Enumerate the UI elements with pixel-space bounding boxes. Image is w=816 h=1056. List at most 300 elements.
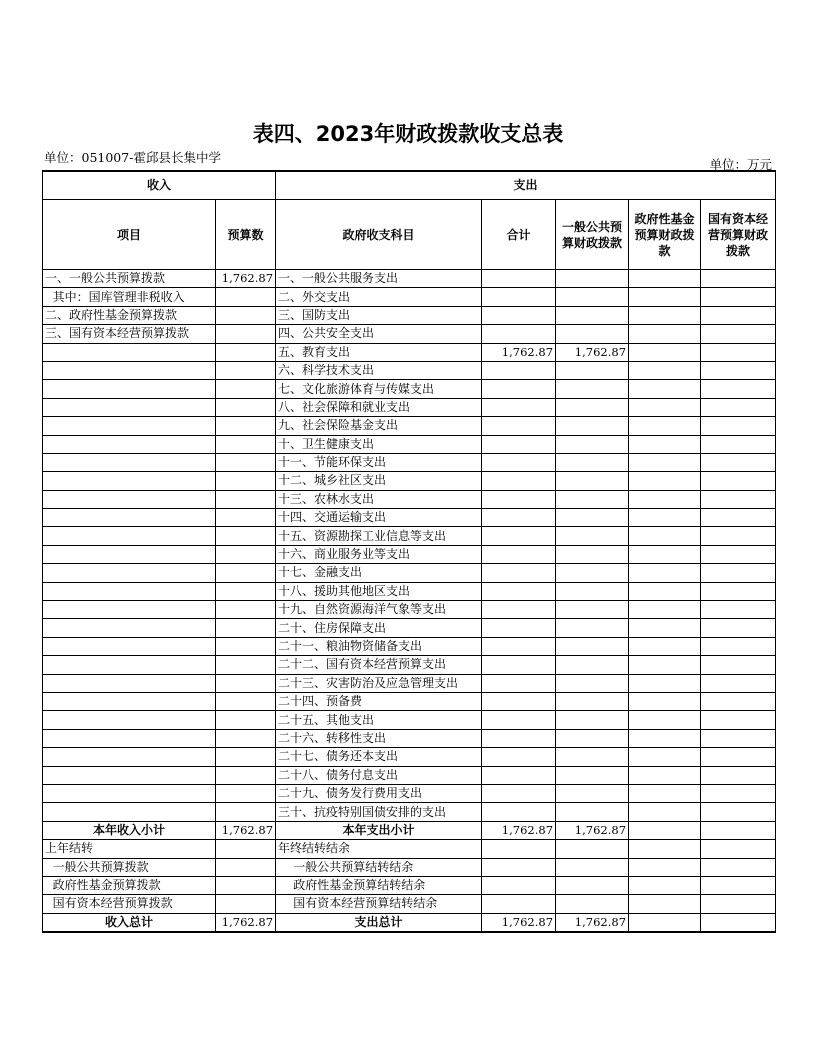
table-cell xyxy=(629,692,701,710)
table-cell xyxy=(216,858,276,876)
table-row xyxy=(43,674,776,692)
table-cell xyxy=(556,729,629,747)
table-cell: 十、卫生健康支出 xyxy=(276,435,482,453)
table-cell xyxy=(556,545,629,563)
table-cell: 1,762.87 xyxy=(482,913,556,932)
table-cell: 八、社会保障和就业支出 xyxy=(276,398,482,416)
table-cell: 国有资本经营预算拨款 xyxy=(43,895,216,913)
table-cell xyxy=(701,840,776,858)
table-cell xyxy=(701,821,776,839)
table-cell xyxy=(43,656,216,674)
table-cell xyxy=(482,270,556,288)
table-cell xyxy=(701,913,776,932)
table-cell xyxy=(216,417,276,435)
table-row xyxy=(43,748,776,766)
table-cell xyxy=(482,417,556,435)
table-cell xyxy=(43,582,216,600)
table-cell xyxy=(701,361,776,379)
table-row xyxy=(43,564,776,582)
table-row xyxy=(43,601,776,619)
table-cell xyxy=(43,692,216,710)
table-cell: 二十五、其他支出 xyxy=(276,711,482,729)
table-cell xyxy=(629,748,701,766)
table-row xyxy=(43,766,776,784)
table-cell xyxy=(216,343,276,361)
table-cell xyxy=(629,325,701,343)
table-cell xyxy=(216,748,276,766)
table-cell: 一、一般公共预算拨款 xyxy=(43,270,216,288)
table-cell xyxy=(556,692,629,710)
table-cell xyxy=(629,582,701,600)
table-row xyxy=(43,582,776,600)
table-cell xyxy=(556,417,629,435)
table-cell xyxy=(556,858,629,876)
table-cell: 一般公共预算结转结余 xyxy=(276,858,482,876)
table-row xyxy=(43,509,776,527)
table-cell xyxy=(482,527,556,545)
table-cell xyxy=(216,674,276,692)
table-cell xyxy=(701,325,776,343)
table-cell: 本年支出小计 xyxy=(276,821,482,839)
table-cell xyxy=(482,564,556,582)
table-cell xyxy=(43,784,216,802)
table-row xyxy=(43,380,776,398)
table-cell xyxy=(629,453,701,471)
table-cell xyxy=(556,619,629,637)
table-cell xyxy=(629,472,701,490)
table-cell xyxy=(701,619,776,637)
table-cell: 上年结转 xyxy=(43,840,216,858)
table-cell xyxy=(216,380,276,398)
table-cell xyxy=(629,711,701,729)
table-cell xyxy=(556,325,629,343)
table-cell xyxy=(629,895,701,913)
table-cell: 十三、农林水支出 xyxy=(276,490,482,508)
table-cell xyxy=(629,545,701,563)
table-cell xyxy=(216,325,276,343)
table-cell xyxy=(629,876,701,894)
table-cell: 1,762.87 xyxy=(216,270,276,288)
table-cell xyxy=(482,876,556,894)
table-cell xyxy=(482,361,556,379)
table-cell xyxy=(482,729,556,747)
table-row xyxy=(43,895,776,913)
table-cell: 六、科学技术支出 xyxy=(276,361,482,379)
table-cell xyxy=(556,784,629,802)
table-row xyxy=(43,784,776,802)
table-cell xyxy=(629,564,701,582)
table-cell xyxy=(216,876,276,894)
header-row-2 xyxy=(43,200,776,270)
table-cell: 二十一、粮油物资储备支出 xyxy=(276,637,482,655)
table-row xyxy=(43,361,776,379)
table-cell: 二、外交支出 xyxy=(276,288,482,306)
table-cell xyxy=(216,472,276,490)
table-row xyxy=(43,306,776,324)
table-cell xyxy=(701,748,776,766)
table-cell xyxy=(629,766,701,784)
table-cell xyxy=(701,509,776,527)
table-cell xyxy=(482,509,556,527)
table-cell xyxy=(43,472,216,490)
table-cell xyxy=(482,380,556,398)
table-cell xyxy=(43,417,216,435)
table-cell: 收入总计 xyxy=(43,913,216,932)
table-cell: 一般公共预算拨款 xyxy=(43,858,216,876)
table-cell xyxy=(556,656,629,674)
table-cell: 十一、节能环保支出 xyxy=(276,453,482,471)
table-cell xyxy=(482,895,556,913)
table-cell xyxy=(701,380,776,398)
table-row xyxy=(43,398,776,416)
table-cell xyxy=(701,601,776,619)
table-cell xyxy=(43,564,216,582)
table-cell: 一、一般公共服务支出 xyxy=(276,270,482,288)
table-cell xyxy=(701,435,776,453)
table-cell xyxy=(629,343,701,361)
table-cell xyxy=(482,674,556,692)
table-cell xyxy=(701,656,776,674)
table-cell xyxy=(216,895,276,913)
table-row xyxy=(43,288,776,306)
table-cell xyxy=(701,490,776,508)
table-row xyxy=(43,821,776,839)
table-cell xyxy=(701,343,776,361)
table-cell: 三、国防支出 xyxy=(276,306,482,324)
table-cell xyxy=(629,656,701,674)
table-cell xyxy=(216,766,276,784)
table-cell xyxy=(482,748,556,766)
table-cell xyxy=(701,711,776,729)
table-cell xyxy=(701,270,776,288)
table-cell: 本年收入小计 xyxy=(43,821,216,839)
table-cell xyxy=(43,711,216,729)
table-row xyxy=(43,637,776,655)
table-cell: 国有资本经营预算结转结余 xyxy=(276,895,482,913)
table-cell xyxy=(216,784,276,802)
table-cell xyxy=(556,472,629,490)
table-cell xyxy=(216,637,276,655)
table-row xyxy=(43,343,776,361)
table-cell xyxy=(43,803,216,821)
table-cell xyxy=(629,619,701,637)
table-cell xyxy=(629,729,701,747)
finance-table xyxy=(42,170,776,933)
table-cell xyxy=(701,637,776,655)
table-cell xyxy=(216,398,276,416)
table-cell xyxy=(701,545,776,563)
table-cell: 十二、城乡社区支出 xyxy=(276,472,482,490)
table-cell xyxy=(701,398,776,416)
table-cell: 二十三、灾害防治及应急管理支出 xyxy=(276,674,482,692)
table-cell xyxy=(556,711,629,729)
table-cell xyxy=(701,564,776,582)
table-cell xyxy=(216,803,276,821)
table-row xyxy=(43,270,776,288)
table-cell: 十九、自然资源海洋气象等支出 xyxy=(276,601,482,619)
table-cell: 二十六、转移性支出 xyxy=(276,729,482,747)
table-cell xyxy=(556,582,629,600)
table-cell xyxy=(43,380,216,398)
table-cell: 十八、援助其他地区支出 xyxy=(276,582,482,600)
table-cell xyxy=(216,545,276,563)
table-cell xyxy=(629,637,701,655)
table-cell: 二十八、债务付息支出 xyxy=(276,766,482,784)
table-cell xyxy=(482,435,556,453)
table-cell xyxy=(216,306,276,324)
table-row xyxy=(43,913,776,932)
table-cell: 政府性基金预算拨款 xyxy=(43,876,216,894)
fund-budget-header: 政府性基金预算财政拨款 xyxy=(629,200,701,270)
table-cell xyxy=(629,784,701,802)
table-cell: 十六、商业服务业等支出 xyxy=(276,545,482,563)
table-cell: 五、教育支出 xyxy=(276,343,482,361)
table-cell xyxy=(482,288,556,306)
table-cell xyxy=(701,895,776,913)
table-row xyxy=(43,656,776,674)
table-cell xyxy=(43,601,216,619)
table-cell: 二、政府性基金预算拨款 xyxy=(43,306,216,324)
table-cell: 其中：国库管理非税收入 xyxy=(43,288,216,306)
table-cell xyxy=(629,490,701,508)
table-cell: 1,762.87 xyxy=(216,821,276,839)
table-cell xyxy=(482,398,556,416)
table-cell: 九、社会保险基金支出 xyxy=(276,417,482,435)
table-row xyxy=(43,435,776,453)
table-cell xyxy=(43,637,216,655)
budget-header: 预算数 xyxy=(216,200,276,270)
table-cell xyxy=(556,380,629,398)
table-cell: 支出总计 xyxy=(276,913,482,932)
table-row xyxy=(43,840,776,858)
table-cell xyxy=(43,766,216,784)
table-cell: 二十二、国有资本经营预算支出 xyxy=(276,656,482,674)
table-cell xyxy=(482,637,556,655)
table-row xyxy=(43,692,776,710)
table-cell: 1,762.87 xyxy=(482,821,556,839)
table-cell xyxy=(482,453,556,471)
table-cell xyxy=(43,435,216,453)
table-cell xyxy=(482,619,556,637)
table-cell xyxy=(556,453,629,471)
table-cell xyxy=(43,527,216,545)
table-cell xyxy=(629,821,701,839)
table-cell xyxy=(629,270,701,288)
table-cell xyxy=(701,472,776,490)
table-cell xyxy=(629,527,701,545)
table-cell xyxy=(629,380,701,398)
table-cell xyxy=(556,490,629,508)
table-cell xyxy=(43,729,216,747)
table-cell: 1,762.87 xyxy=(556,913,629,932)
table-cell xyxy=(629,435,701,453)
table-cell xyxy=(701,692,776,710)
table-cell xyxy=(556,601,629,619)
table-cell: 1,762.87 xyxy=(482,343,556,361)
table-cell xyxy=(629,858,701,876)
table-cell xyxy=(701,417,776,435)
table-cell xyxy=(482,784,556,802)
table-cell: 十四、交通运输支出 xyxy=(276,509,482,527)
table-cell xyxy=(216,729,276,747)
table-cell xyxy=(629,361,701,379)
table-cell xyxy=(556,840,629,858)
table-cell xyxy=(216,840,276,858)
table-cell xyxy=(43,509,216,527)
header-row-1 xyxy=(43,171,776,200)
table-cell xyxy=(701,784,776,802)
table-cell xyxy=(216,509,276,527)
subject-header: 政府收支科目 xyxy=(276,200,482,270)
table-row xyxy=(43,417,776,435)
table-cell: 十五、资源勘探工业信息等支出 xyxy=(276,527,482,545)
table-cell xyxy=(216,692,276,710)
table-row xyxy=(43,711,776,729)
table-cell xyxy=(216,527,276,545)
table-cell xyxy=(216,361,276,379)
table-row xyxy=(43,803,776,821)
table-cell xyxy=(482,656,556,674)
table-cell xyxy=(556,361,629,379)
table-cell xyxy=(482,545,556,563)
table-cell xyxy=(482,692,556,710)
table-cell: 十七、金融支出 xyxy=(276,564,482,582)
table-cell xyxy=(556,306,629,324)
table-cell xyxy=(701,306,776,324)
table-cell xyxy=(701,582,776,600)
total-header: 合计 xyxy=(482,200,556,270)
table-cell xyxy=(629,674,701,692)
table-row xyxy=(43,876,776,894)
table-row xyxy=(43,472,776,490)
table-cell xyxy=(556,398,629,416)
table-cell xyxy=(43,490,216,508)
table-cell xyxy=(629,803,701,821)
table-cell xyxy=(701,766,776,784)
currency-unit: 单位：万元 xyxy=(709,157,772,172)
table-cell xyxy=(482,490,556,508)
table-cell xyxy=(556,748,629,766)
table-cell: 政府性基金预算结转结余 xyxy=(276,876,482,894)
table-cell xyxy=(701,858,776,876)
general-budget-header: 一般公共预算财政拨款 xyxy=(556,200,629,270)
table-cell xyxy=(482,840,556,858)
table-cell xyxy=(482,803,556,821)
table-cell xyxy=(701,527,776,545)
table-cell: 1,762.87 xyxy=(556,821,629,839)
table-cell: 二十四、预备费 xyxy=(276,692,482,710)
table-cell xyxy=(629,288,701,306)
table-cell xyxy=(43,619,216,637)
table-cell xyxy=(556,876,629,894)
table-cell: 三、国有资本经营预算拨款 xyxy=(43,325,216,343)
table-cell xyxy=(482,711,556,729)
item-header: 项目 xyxy=(43,200,216,270)
table-cell xyxy=(701,453,776,471)
table-cell xyxy=(556,895,629,913)
table-cell xyxy=(482,766,556,784)
table-cell xyxy=(43,545,216,563)
table-cell xyxy=(701,674,776,692)
table-cell xyxy=(556,527,629,545)
table-cell xyxy=(216,435,276,453)
table-row xyxy=(43,325,776,343)
table-cell xyxy=(629,913,701,932)
page-title: 表四、2023年财政拨款收支总表 xyxy=(252,122,564,146)
table-cell xyxy=(482,601,556,619)
table-cell xyxy=(629,509,701,527)
table-cell xyxy=(556,270,629,288)
table-cell xyxy=(701,803,776,821)
table-cell xyxy=(701,876,776,894)
table-cell xyxy=(556,564,629,582)
table-cell xyxy=(43,748,216,766)
table-row xyxy=(43,858,776,876)
table-cell xyxy=(216,619,276,637)
table-cell xyxy=(482,582,556,600)
table-cell xyxy=(216,582,276,600)
table-cell xyxy=(43,453,216,471)
table-cell xyxy=(556,509,629,527)
table-row xyxy=(43,490,776,508)
table-cell: 1,762.87 xyxy=(556,343,629,361)
table-row xyxy=(43,527,776,545)
table-cell: 二十七、债务还本支出 xyxy=(276,748,482,766)
state-capital-header: 国有资本经营预算财政拨款 xyxy=(701,200,776,270)
table-cell xyxy=(629,306,701,324)
table-cell xyxy=(629,398,701,416)
table-cell: 四、公共安全支出 xyxy=(276,325,482,343)
table-cell xyxy=(629,417,701,435)
table-row xyxy=(43,453,776,471)
table-cell: 1,762.87 xyxy=(216,913,276,932)
table-cell xyxy=(482,325,556,343)
table-cell xyxy=(701,288,776,306)
expense-header: 支出 xyxy=(276,171,776,200)
table-row xyxy=(43,619,776,637)
table-cell xyxy=(216,564,276,582)
table-cell xyxy=(216,490,276,508)
table-cell: 二十、住房保障支出 xyxy=(276,619,482,637)
table-cell xyxy=(43,674,216,692)
table-cell: 七、文化旅游体育与传媒支出 xyxy=(276,380,482,398)
table-row xyxy=(43,545,776,563)
table-cell xyxy=(43,361,216,379)
table-cell xyxy=(629,601,701,619)
table-cell: 二十九、债务发行费用支出 xyxy=(276,784,482,802)
organization-unit: 单位：051007-霍邱县长集中学 xyxy=(44,150,221,165)
table-cell xyxy=(556,803,629,821)
table-cell xyxy=(216,453,276,471)
table-cell xyxy=(216,711,276,729)
table-cell xyxy=(701,729,776,747)
table-cell xyxy=(216,288,276,306)
table-cell xyxy=(216,601,276,619)
table-cell xyxy=(556,637,629,655)
table-cell xyxy=(629,840,701,858)
table-cell xyxy=(556,766,629,784)
table-cell: 三十、抗疫特别国债安排的支出 xyxy=(276,803,482,821)
table-cell xyxy=(482,472,556,490)
table-cell xyxy=(556,288,629,306)
table-cell xyxy=(482,858,556,876)
table-cell xyxy=(556,674,629,692)
income-header: 收入 xyxy=(43,171,276,200)
table-cell xyxy=(556,435,629,453)
table-cell xyxy=(43,343,216,361)
table-cell xyxy=(482,306,556,324)
table-cell xyxy=(43,398,216,416)
